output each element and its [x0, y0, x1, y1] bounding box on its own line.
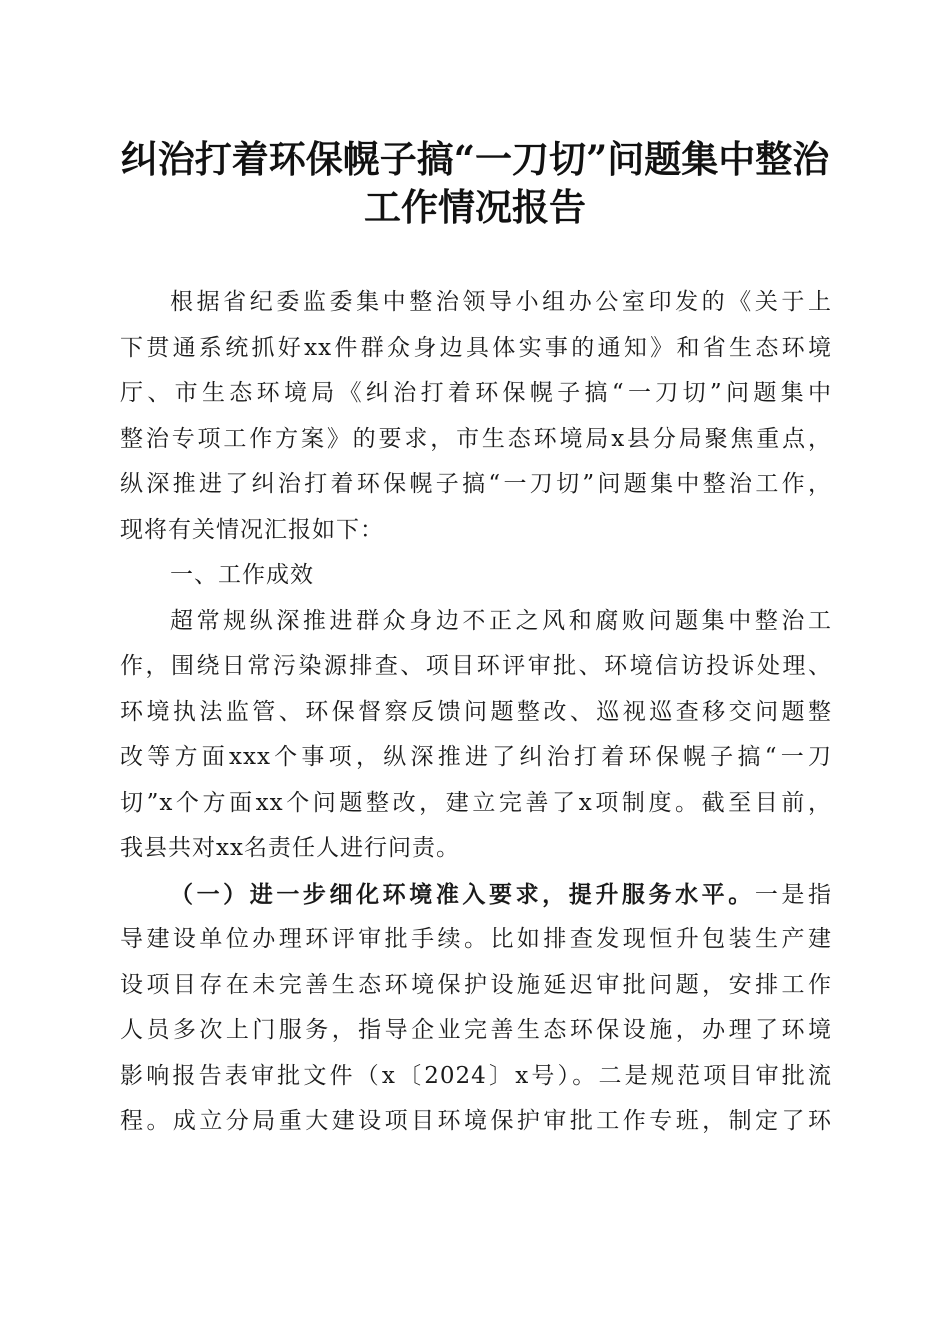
document-title-line-2: 工作情况报告 [364, 185, 586, 229]
subsection-line: 设项目存在未完善生态环境保护设施延迟审批问题，安排工作 [120, 971, 832, 998]
section-line: 超常规纵深推进群众身边不正之风和腐败问题集中整治工 [170, 607, 832, 634]
subsection-line: 影响报告表审批文件（x〔2024〕x号）。二是规范项目审批流 [120, 1062, 832, 1089]
subsection-first-line-rest: 一是指 [754, 881, 833, 908]
intro-line: 根据省纪委监委集中整治领导小组办公室印发的《关于上 [170, 289, 832, 315]
subsection-first-line [120, 872, 832, 918]
section-line: 改等方面xxx个事项，纵深推进了纠治打着环保幌子搞“一刀 [120, 744, 832, 770]
subsection-line: 程。成立分局重大建设项目环境保护审批工作专班，制定了环 [120, 1108, 832, 1134]
section-line: 切”x个方面xx个问题整改，建立完善了x项制度。截至目前， [120, 789, 832, 816]
intro-line: 纵深推进了纠治打着环保幌子搞“一刀切”问题集中整治工作， [120, 471, 832, 497]
section-line: 环境执法监管、环保督察反馈问题整改、巡视巡查移交问题整 [120, 698, 832, 725]
section-line: 作，围绕日常污染源排查、项目环评审批、环境信访投诉处理、 [120, 653, 832, 679]
document-title-line-1: 纠治打着环保幌子搞“一刀切”问题集中整治 [120, 137, 830, 181]
section-line: 我县共对xx名责任人进行问责。 [120, 835, 460, 861]
intro-line: 整治专项工作方案》的要求，市生态环境局x县分局聚焦重点， [120, 425, 832, 452]
intro-line: 下贯通系统抓好xx件群众身边具体实事的通知》和省生态环境 [120, 334, 832, 361]
document-body [120, 280, 832, 1145]
intro-line: 现将有关情况汇报如下： [120, 516, 384, 543]
section-heading: 一、工作成效 [170, 562, 314, 588]
subsection-line: 导建设单位办理环评审批手续。比如排查发现恒升包装生产建 [120, 926, 832, 952]
subsection-line: 人员多次上门服务，指导企业完善生态环保设施，办理了环境 [120, 1017, 832, 1043]
intro-line: 厅、市生态环境局《纠治打着环保幌子搞“一刀切”问题集中 [120, 380, 832, 406]
subsection-heading: （一）进一步细化环境准入要求，提升服务水平。 [170, 880, 755, 908]
